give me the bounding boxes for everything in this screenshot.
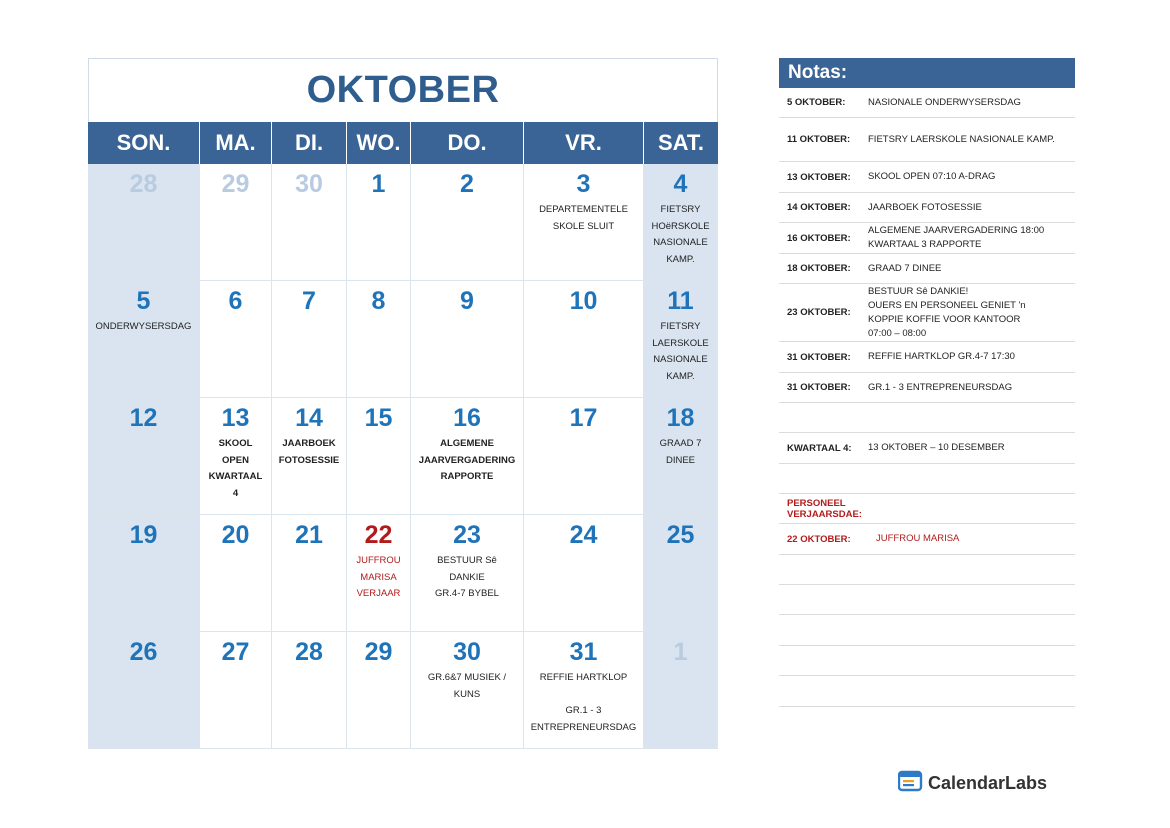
day-cell[interactable] xyxy=(644,398,718,515)
note-row xyxy=(779,433,1075,464)
day-number: 31 xyxy=(569,638,598,666)
day-number: 10 xyxy=(569,287,598,315)
note-row xyxy=(779,676,1075,707)
day-number: 28 xyxy=(295,638,323,666)
note-row xyxy=(779,585,1075,615)
day-number: 27 xyxy=(221,638,250,666)
notes-title: Notas: xyxy=(779,58,1075,88)
note-row xyxy=(779,342,1075,373)
day-number: 26 xyxy=(129,638,158,666)
note-date: 16 OKTOBER: xyxy=(787,232,851,244)
note-date: 13 OKTOBER: xyxy=(787,171,851,183)
day-cell[interactable] xyxy=(200,632,272,749)
day-event: REFFIE HARTKLOP GR.1 - 3 ENTREPRENEURSDAG xyxy=(530,672,637,733)
notes-list xyxy=(779,88,1075,707)
day-cell[interactable] xyxy=(347,281,411,398)
note-row xyxy=(779,284,1075,342)
day-number: 30 xyxy=(295,170,323,198)
note-date: 31 OKTOBER: xyxy=(787,351,851,363)
day-event: GRAAD 7 DINEE xyxy=(659,438,702,466)
day-cell[interactable] xyxy=(272,281,347,398)
day-cell[interactable] xyxy=(644,164,718,281)
day-cell[interactable] xyxy=(524,281,644,398)
weekday-header: DI. xyxy=(272,122,347,164)
day-cell[interactable] xyxy=(411,164,524,281)
day-event: FIETSRY HOëRSKOLE NASIONALE KAMP. xyxy=(651,204,710,265)
day-cell[interactable] xyxy=(272,398,347,515)
note-date: 18 OKTOBER: xyxy=(787,263,851,274)
note-text: NASIONALE ONDERWYSERSDAG xyxy=(868,96,1021,108)
day-cell[interactable] xyxy=(88,164,200,281)
day-number: 25 xyxy=(666,521,695,549)
day-number: 13 xyxy=(221,404,250,432)
day-number: 23 xyxy=(453,521,481,549)
note-date: KWARTAAL 4: xyxy=(787,442,852,454)
weekday-header-row xyxy=(88,122,718,164)
weekday-header: MA. xyxy=(200,122,272,164)
day-cell[interactable] xyxy=(411,632,524,749)
day-cell[interactable] xyxy=(524,515,644,632)
day-event: FIETSRY LAERSKOLE NASIONALE KAMP. xyxy=(652,321,709,382)
day-number: 20 xyxy=(221,521,250,549)
day-number: 12 xyxy=(129,404,158,432)
calendar xyxy=(88,58,718,749)
day-number: 7 xyxy=(302,287,316,315)
day-number: 9 xyxy=(460,287,474,315)
day-number: 16 xyxy=(453,404,481,432)
day-number: 24 xyxy=(569,521,598,549)
calendar-grid xyxy=(88,164,718,749)
weekday-header: WO. xyxy=(347,122,411,164)
note-date: 5 OKTOBER: xyxy=(787,97,846,108)
day-number: 11 xyxy=(667,287,694,315)
day-number: 19 xyxy=(129,521,158,549)
note-row xyxy=(779,193,1075,223)
day-number: 15 xyxy=(364,404,393,432)
note-date: PERSONEEL VERJAARSDAE: xyxy=(787,497,862,520)
day-number: 14 xyxy=(295,404,323,432)
note-text: SKOOL OPEN 07:10 A-DRAG xyxy=(868,171,996,182)
note-row xyxy=(779,254,1075,284)
weekday-header: SON. xyxy=(88,122,200,164)
day-number: 5 xyxy=(136,287,151,315)
brand-name: CalendarLabs xyxy=(928,773,1048,793)
day-cell[interactable] xyxy=(644,281,718,398)
day-number: 1 xyxy=(371,170,386,198)
day-cell[interactable] xyxy=(272,632,347,749)
day-number: 30 xyxy=(453,638,481,666)
note-date: 31 OKTOBER: xyxy=(787,382,851,393)
day-cell[interactable] xyxy=(524,632,644,749)
day-cell[interactable] xyxy=(524,398,644,515)
note-date: 23 OKTOBER: xyxy=(787,307,851,318)
day-cell[interactable] xyxy=(200,281,272,398)
day-cell[interactable] xyxy=(644,632,718,749)
note-text: FIETSRY LAERSKOLE NASIONALE KAMP. xyxy=(868,133,1055,145)
day-cell[interactable] xyxy=(200,515,272,632)
note-date: 22 OKTOBER: xyxy=(787,533,851,545)
day-cell[interactable] xyxy=(200,164,272,281)
day-event: JAARBOEK FOTOSESSIE xyxy=(278,438,340,466)
day-number: 17 xyxy=(569,404,598,432)
day-number: 29 xyxy=(364,638,393,666)
day-cell[interactable] xyxy=(272,164,347,281)
weekday-header: SAT. xyxy=(657,130,705,155)
note-text: 13 OKTOBER – 10 DESEMBER xyxy=(868,442,1005,453)
note-row xyxy=(779,615,1075,646)
day-cell[interactable] xyxy=(347,398,411,515)
day-event: GR.6&7 MUSIEK / KUNS xyxy=(427,672,507,700)
brand-logo xyxy=(898,770,1047,797)
day-cell[interactable] xyxy=(411,515,524,632)
day-cell[interactable] xyxy=(411,281,524,398)
note-row xyxy=(779,88,1075,118)
day-number: 22 xyxy=(364,521,393,549)
day-number: 1 xyxy=(673,638,688,666)
calendar-logo-icon xyxy=(898,770,924,797)
day-event: ALGEMENE JAARVERGADERING RAPPORTE xyxy=(418,438,516,482)
note-date: 14 OKTOBER: xyxy=(787,202,851,213)
day-cell[interactable] xyxy=(347,515,411,632)
day-cell[interactable] xyxy=(88,281,200,398)
day-cell[interactable] xyxy=(88,632,200,749)
day-cell[interactable] xyxy=(347,632,411,749)
weekday-header: DO. xyxy=(411,122,524,164)
note-row xyxy=(779,223,1075,254)
day-cell[interactable] xyxy=(272,515,347,632)
day-number: 4 xyxy=(673,170,688,198)
day-number: 6 xyxy=(228,287,243,315)
note-row xyxy=(779,464,1075,494)
day-event: SKOOL OPEN KWARTAAL 4 xyxy=(208,438,263,499)
day-cell[interactable] xyxy=(88,515,200,632)
note-row xyxy=(779,403,1075,433)
day-cell[interactable] xyxy=(524,164,644,281)
note-row xyxy=(779,555,1075,585)
note-text: JUFFROU MARISA xyxy=(876,533,960,544)
note-text: JAARBOEK FOTOSESSIE xyxy=(868,201,982,213)
note-text: GRAAD 7 DINEE xyxy=(868,262,942,274)
day-cell[interactable] xyxy=(200,398,272,515)
note-row xyxy=(779,494,1075,524)
note-row xyxy=(779,646,1075,676)
day-event: ONDERWYSERSDAG xyxy=(95,321,192,332)
day-cell[interactable] xyxy=(644,515,718,632)
day-number: 2 xyxy=(460,170,474,198)
day-event: DEPARTEMENTELE SKOLE SLUIT xyxy=(539,204,628,232)
day-event: JUFFROU MARISA VERJAAR xyxy=(356,555,401,599)
note-row xyxy=(779,118,1075,162)
day-number: 29 xyxy=(221,170,250,198)
day-event: BESTUUR Sê DANKIE GR.4-7 BYBEL xyxy=(435,555,499,599)
day-number: 18 xyxy=(666,404,695,432)
note-row xyxy=(779,373,1075,403)
month-title: OKTOBER xyxy=(88,58,718,122)
day-number: 21 xyxy=(295,521,323,549)
note-row xyxy=(779,524,1075,555)
day-number: 3 xyxy=(576,170,591,198)
day-number: 8 xyxy=(371,287,386,315)
notes-panel xyxy=(779,58,1075,707)
day-cell[interactable] xyxy=(347,164,411,281)
note-text: GR.1 - 3 ENTREPRENEURSDAG xyxy=(868,381,1013,393)
weekday-header: VR. xyxy=(524,122,644,164)
note-text: BESTUUR Sê DANKIE! OUERS EN PERSONEEL GENIET 'n KOPPIE KOFFIE VOOR KANTOOR 07:00 – 08:00 xyxy=(868,285,1026,339)
note-row xyxy=(779,162,1075,193)
day-cell[interactable] xyxy=(411,398,524,515)
day-number: 28 xyxy=(129,170,158,198)
note-text: REFFIE HARTKLOP GR.4-7 17:30 xyxy=(868,351,1015,362)
note-date: 11 OKTOBER: xyxy=(787,134,851,145)
day-cell[interactable] xyxy=(88,398,200,515)
note-text: ALGEMENE JAARVERGADERING 18:00 KWARTAAL 3 RAPPORTE xyxy=(868,225,1045,250)
